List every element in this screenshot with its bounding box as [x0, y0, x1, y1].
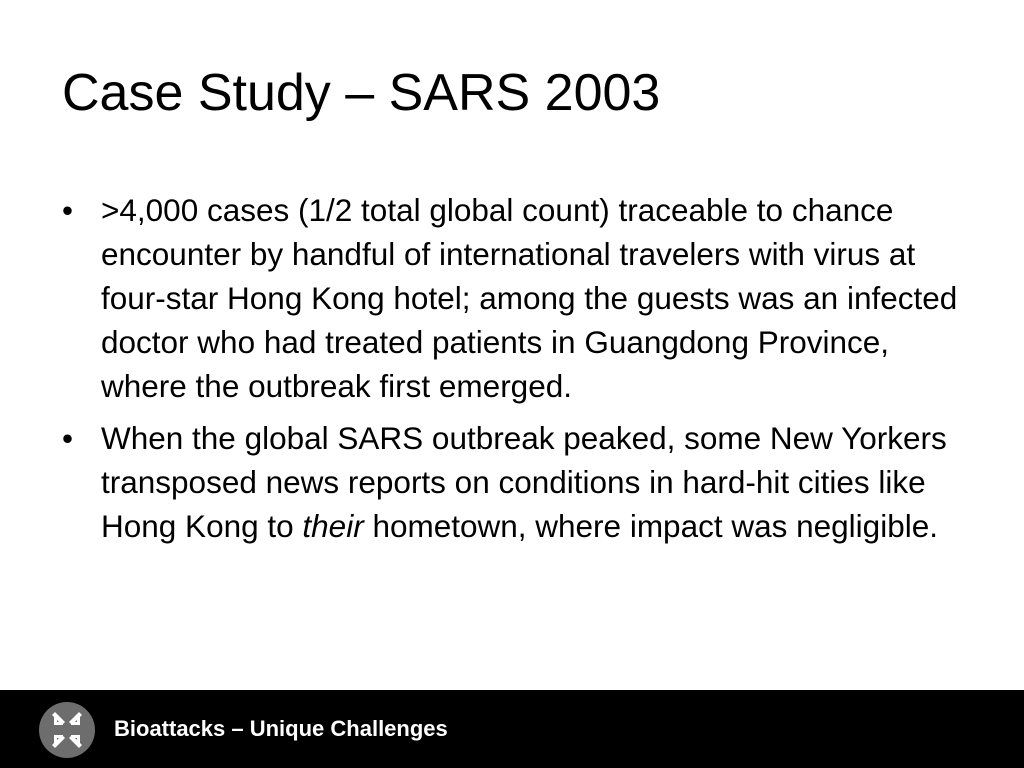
- bullet-text-emphasis: their: [302, 508, 364, 544]
- slide-title: Case Study – SARS 2003: [62, 64, 661, 122]
- bullet-marker: •: [62, 192, 74, 228]
- bullet-list: [62, 188, 972, 556]
- bullet-marker: •: [62, 420, 74, 456]
- footer-bar: [0, 690, 1024, 768]
- bullet-text: >4,000 cases (1/2 total global count) traceable to chance encounter by handful of international travelers with virus at four-star Hong Kong hotel; among the guests was an infected doctor who had treated patients in Guangdong Province, where the outbreak first emerged.: [101, 192, 958, 404]
- bullet-item: [62, 188, 972, 408]
- footer-text: Bioattacks – Unique Challenges: [114, 716, 448, 741]
- bullet-text-before: When the global SARS outbreak peaked, some New Yorkers transposed news reports on conditions in hard-hit cities like Hong Kong to: [101, 420, 947, 544]
- arrows-compress-logo-icon: [39, 702, 95, 758]
- bullet-text-after: hometown, where impact was negligible.: [363, 508, 938, 544]
- bullet-item: [62, 416, 972, 548]
